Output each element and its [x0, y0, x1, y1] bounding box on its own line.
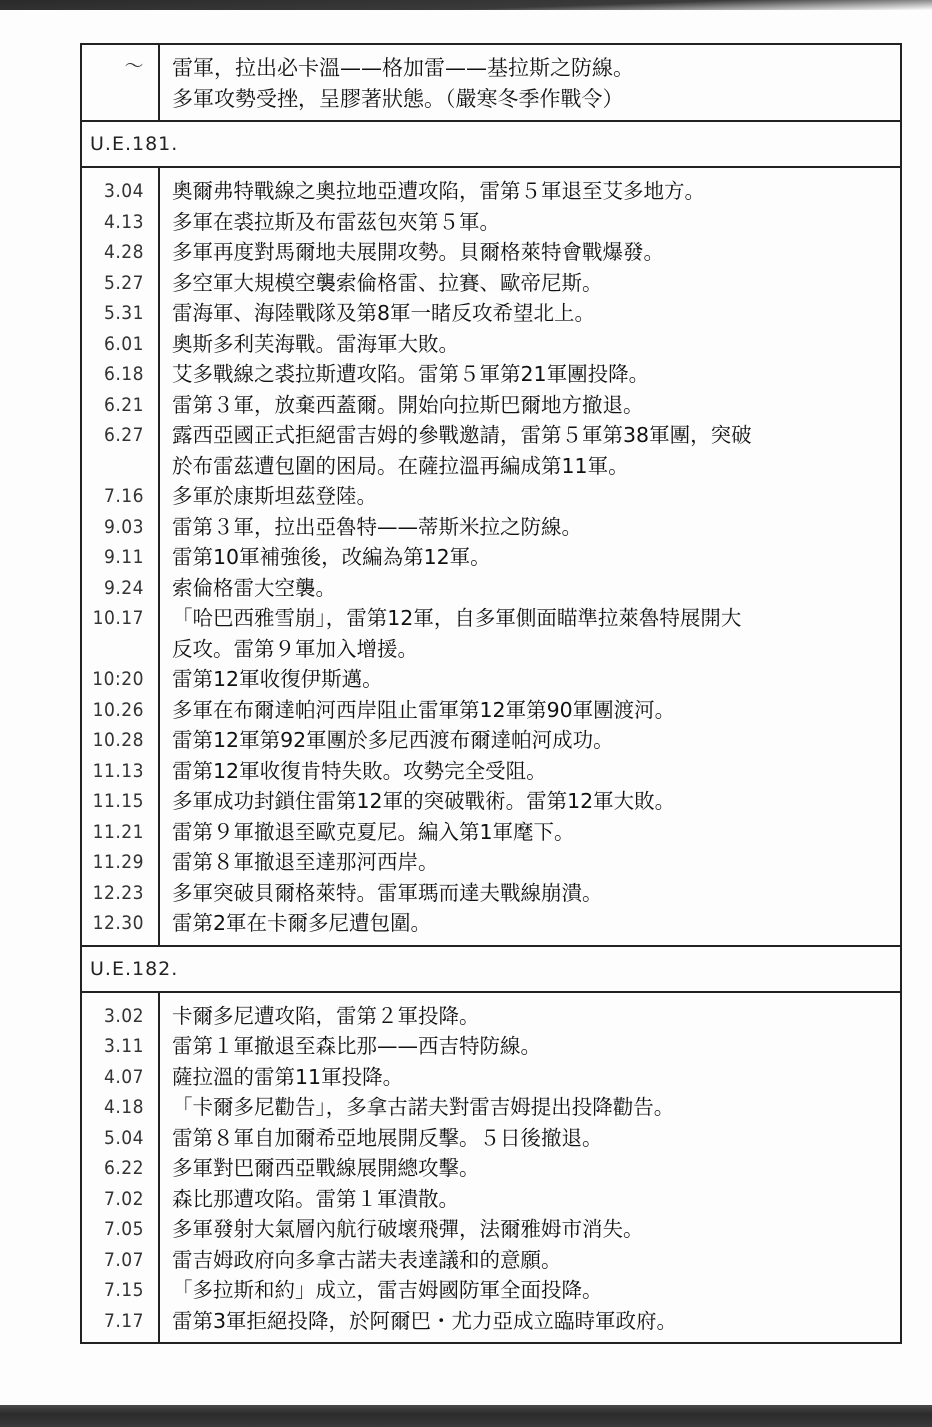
event-date: 4.13	[103, 210, 144, 233]
intro-date: ～	[124, 55, 144, 77]
event-text: 雷第３軍，拉出亞魯特——蒂斯米拉之防線。	[172, 514, 582, 539]
event-date: 4.18	[103, 1096, 144, 1118]
year-entries-block	[82, 168, 900, 947]
event-text: 多軍成功封鎖住雷第12軍的突破戰術。雷第12軍大敗。	[172, 789, 676, 813]
intro-text-cell	[160, 45, 900, 120]
event-date: 9.03	[103, 515, 144, 538]
event-date: 12.30	[92, 912, 144, 934]
event-text: 雷第３軍，放棄西蓋爾。開始向拉斯巴爾地方撤退。	[172, 392, 644, 417]
event-date-spacer	[82, 634, 144, 665]
event-date: 4.07	[103, 1065, 144, 1088]
event-date: 7.07	[103, 1248, 144, 1271]
event-text: 「多拉斯和約」成立，雷吉姆國防軍全面投降。	[172, 1278, 603, 1302]
event-date: 7.15	[103, 1279, 144, 1301]
event-text: 多軍突破貝爾格萊特。雷軍瑪而達夫戰線崩潰。	[172, 880, 603, 905]
event-text: 多空軍大規模空襲索倫格雷、拉賽、歐帝尼斯。	[172, 270, 603, 295]
event-date: 10:20	[92, 668, 144, 690]
event-text: 多軍在裘拉斯及布雷茲包夾第５軍。	[172, 209, 500, 234]
event-text: 多軍在布爾達帕河西岸阻止雷軍第12軍第90軍團渡河。	[172, 697, 676, 722]
event-column	[160, 993, 900, 1343]
intro-date-cell	[82, 45, 160, 120]
event-text: 雷第2軍在卡爾多尼遭包圍。	[172, 911, 432, 935]
event-date: 11.29	[92, 851, 144, 873]
event-text: 森比那遭攻陷。雷第１軍潰散。	[172, 1186, 459, 1211]
event-date: 9.24	[103, 576, 144, 599]
event-date: 11.15	[92, 790, 144, 812]
event-text: 雷第９軍撤退至歐克夏尼。編入第1軍麾下。	[172, 819, 575, 844]
event-date: 6.18	[103, 363, 144, 385]
event-date: 9.11	[103, 546, 144, 568]
date-column	[82, 993, 160, 1343]
event-date: 10.28	[92, 729, 144, 751]
event-date: 7.17	[103, 1309, 144, 1332]
year-heading: U.E.182.	[82, 947, 900, 993]
event-text: 「哈巴西雅雪崩」，雷第12軍，自多軍側面瞄準拉萊魯特展開大	[172, 606, 742, 630]
event-text: 索倫格雷大空襲。	[172, 575, 336, 600]
event-text: 多軍對巴爾西亞戰線展開總攻擊。	[172, 1156, 480, 1180]
year-entries-block	[82, 993, 900, 1343]
event-text: 多軍再度對馬爾地夫展開攻勢。貝爾格萊特會戰爆發。	[172, 240, 664, 264]
event-text: 雷第８軍撤退至達那河西岸。	[172, 850, 439, 874]
event-text: 反攻。雷第９軍加入增援。	[172, 636, 418, 661]
event-text: 「卡爾多尼勸告」，多拿古諾夫對雷吉姆提出投降勸告。	[172, 1095, 675, 1119]
event-text: 多軍於康斯坦茲登陸。	[172, 484, 377, 508]
event-date: 6.22	[103, 1157, 144, 1179]
event-column	[160, 168, 900, 945]
event-date: 10.26	[92, 698, 144, 721]
intro-line: 多軍攻勢受挫，呈膠著狀態。（嚴寒冬季作戰令）	[172, 86, 624, 111]
event-text: 雷第12軍第92軍團於多尼西渡布爾達帕河成功。	[172, 728, 614, 752]
event-text: 奧斯多利芙海戰。雷海軍大敗。	[172, 331, 459, 356]
event-text: 於布雷茲遭包圍的困局。在薩拉溫再編成第11軍。	[172, 453, 629, 478]
intro-row	[82, 45, 900, 122]
event-date: 5.27	[103, 271, 144, 294]
timeline-table	[80, 43, 902, 1344]
event-date: 7.02	[103, 1187, 144, 1210]
event-date: 3.04	[103, 180, 144, 202]
event-text: 奧爾弗特戰線之奧拉地亞遭攻陷，雷第５軍退至艾多地方。	[172, 179, 705, 203]
event-date-spacer	[82, 451, 144, 482]
event-text: 卡爾多尼遭攻陷，雷第２軍投降。	[172, 1003, 480, 1028]
event-text: 雷吉姆政府向多拿古諾夫表達議和的意願。	[172, 1247, 562, 1272]
event-text: 多軍發射大氣層內航行破壞飛彈，法爾雅姆市消失。	[172, 1217, 644, 1241]
event-date: 12.23	[92, 881, 144, 904]
event-text: 雷第10軍補強後，改編為第12軍。	[172, 545, 491, 569]
scan-edge-top	[0, 0, 932, 10]
event-text: 薩拉溫的雷第11軍投降。	[172, 1064, 404, 1089]
event-date: 3.11	[103, 1035, 144, 1057]
event-date: 6.27	[103, 424, 144, 446]
event-date: 5.31	[103, 302, 144, 324]
event-text: 雷海軍、海陸戰隊及第8軍一睹反攻希望北上。	[172, 301, 596, 325]
intro-line: 雷軍，拉出必卡溫——格加雷——基拉斯之防線。	[172, 56, 634, 80]
event-date: 7.05	[103, 1218, 144, 1240]
event-date: 11.13	[92, 759, 144, 782]
event-text: 艾多戰線之裘拉斯遭攻陷。雷第５軍第21軍團投降。	[172, 362, 650, 386]
event-date: 3.02	[103, 1004, 144, 1027]
event-text: 雷第3軍拒絕投降，於阿爾巴・尤力亞成立臨時軍政府。	[172, 1308, 678, 1333]
date-column	[82, 168, 160, 945]
event-text: 露西亞國正式拒絕雷吉姆的參戰邀請，雷第５軍第38軍團，突破	[172, 423, 752, 447]
event-text: 雷第８軍自加爾希亞地展開反擊。５日後撤退。	[172, 1125, 603, 1150]
event-date: 7.16	[103, 485, 144, 507]
event-text: 雷第12軍收復肯特失敗。攻勢完全受阻。	[172, 758, 547, 783]
year-heading: U.E.181.	[82, 122, 900, 168]
event-text: 雷第１軍撤退至森比那——西吉特防線。	[172, 1034, 541, 1058]
event-text: 雷第12軍收復伊斯邁。	[172, 667, 383, 691]
event-date: 4.28	[103, 241, 144, 263]
event-date: 6.21	[103, 393, 144, 416]
event-date: 5.04	[103, 1126, 144, 1149]
event-date: 10.17	[92, 607, 144, 629]
event-date: 11.21	[92, 820, 144, 843]
scan-edge-bottom	[0, 1405, 932, 1427]
event-date: 6.01	[103, 332, 144, 355]
